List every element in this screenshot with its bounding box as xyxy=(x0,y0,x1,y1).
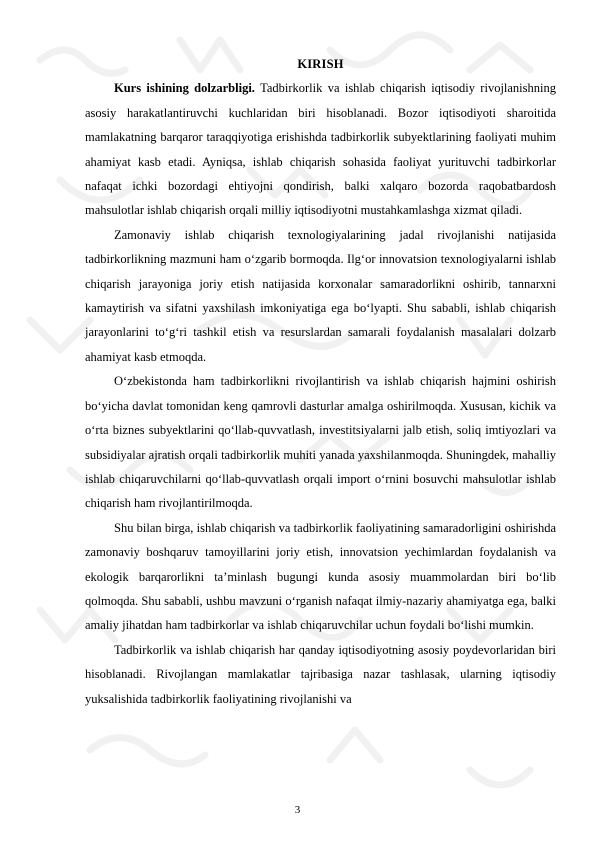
paragraph-lead: Kurs ishining dolzarbligi. xyxy=(114,81,255,96)
page-number: 3 xyxy=(294,804,301,816)
section-heading: KIRISH xyxy=(297,57,344,71)
paragraph-3: O‘zbekistonda ham tadbirkorlikni rivojlantirish va ishlab chiqarish hajmini oshirish bo‘yicha davlat tomonidan keng qamrovli dasturlar amalga oshirilmoqda. Xususan, kichik va o‘rta biznes subyektlarini qo‘llab-quvvatlash, investitsiyalarni jalb etish, soliq imtiyozlari va subsidiyalar ajratish orqali tadbirkorlik muhiti yanada yaxshilanmoqda. Shuningdek, mahalliy ishlab chiqaruvchilarni qo‘llab-quvvatlash orqali import o‘rnini bosuvchi mahsulotlar ishlab chiqarish ham rivojlantirilmoqda. xyxy=(85,374,556,511)
paragraph-text: Tadbirkorlik va ishlab chiqarish iqtisodiy rivojlanishning asosiy harakatlantiruvchi kuchlaridan biri hisoblanadi. Bozor iqtisodiyoti sharoitida mamlakatning barqaror taraqqiyotiga erishishda tadbirkorlik subyektlarining faoliyati muhim ahamiyat kasb etadi. Ayniqsa, ishlab chiqarish sohasida faoliyat yurituvchi tadbirkorlar nafaqat ichki bozordagi ehtiyojni qondirish, balki xalqaro bozorda raqobatbardosh mahsulotlar ishlab chiqarish orqali milliy iqtisodiyotni mustahkamlashga xizmat qiladi. xyxy=(85,81,556,218)
paragraph-1 xyxy=(85,76,556,222)
paragraph-5: Tadbirkorlik va ishlab chiqarish har qanday iqtisodiyotning asosiy poydevorlaridan biri hisoblanadi. Rivojlangan mamlakatlar tajribasiga nazar tashlasak, ularning iqtisodiy yuksalishida tadbirkorlik faoliyatining rivojlanishi va xyxy=(85,642,556,706)
document-body xyxy=(85,52,556,711)
paragraph-2: Zamonaviy ishlab chiqarish texnologiyalarining jadal rivojlanishi natijasida tadbirkorlikning mazmuni ham o‘zgarib bormoqda. Ilg‘or innovatsion texnologiyalarni ishlab chiqarish jarayoniga joriy etish natijasida korxonalar samaradorlikni oshirib, tannarxni kamaytirish va sifatni yaxshilash imkoniyatiga ega bo‘lyapti. Shu sababli, ishlab chiqarish jarayonlarini to‘g‘ri tashkil etish va resurslardan samarali foydalanish masalalari dolzarb ahamiyat kasb etmoqda. xyxy=(85,227,556,364)
paragraph-4: Shu bilan birga, ishlab chiqarish va tadbirkorlik faoliyatining samaradorligini oshirishda zamonaviy boshqaruv tamoyillarini joriy etish, innovatsion yechimlardan foydalanish va ekologik barqarorlikni ta’minlash bugungi kunda asosiy muammolardan biri bo‘lib qolmoqda. Shu sababli, ushbu mavzuni o‘rganish nafaqat ilmiy-nazariy ahamiyatga ega, balki amaliy jihatdan ham tadbirkorlar va ishlab chiqaruvchilar uchun foydali bo‘lishi mumkin. xyxy=(85,520,556,633)
